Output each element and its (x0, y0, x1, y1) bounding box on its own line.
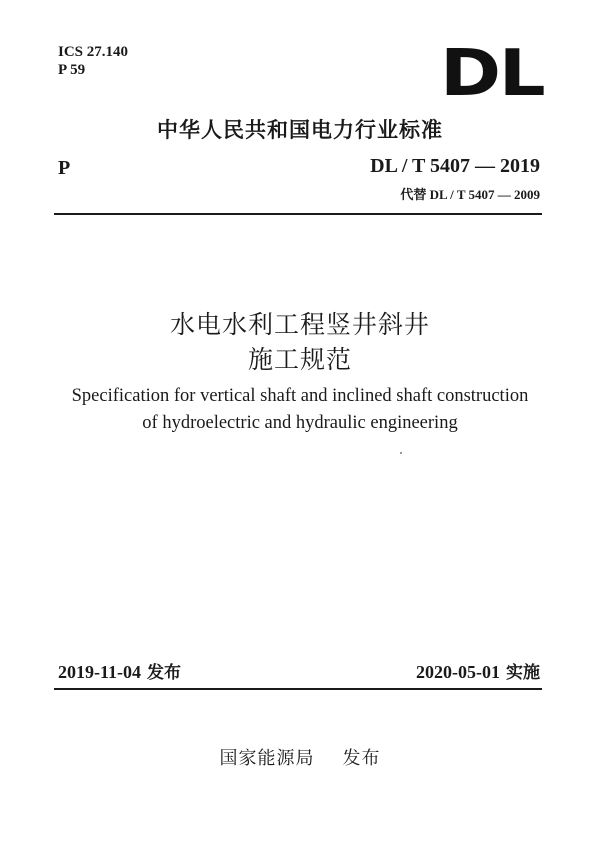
issue-label: 发布 (147, 663, 181, 683)
issue-date-block (58, 658, 181, 683)
issue-date: 2019-11-04 (58, 662, 141, 682)
class-letter: P (58, 157, 71, 179)
cn-title-line2: 施工规范 (247, 345, 352, 374)
top-divider (54, 213, 542, 215)
dl-logo: DL (440, 37, 544, 111)
publisher (0, 744, 600, 770)
en-title-line2: of hydroelectric and hydraulic engineering (142, 413, 458, 433)
effective-date: 2020-05-01 (416, 662, 500, 682)
category-code: P 59 (58, 62, 86, 78)
effective-date-block (416, 658, 540, 683)
bottom-divider (54, 688, 542, 690)
classification-block (58, 43, 128, 79)
en-title-line1: Specification for vertical shaft and inclined shaft construction (71, 386, 529, 406)
effective-label: 实施 (506, 663, 540, 683)
scan-speck (400, 452, 402, 454)
publisher-action: 发布 (342, 748, 381, 769)
ics-code: ICS 27.140 (58, 44, 129, 60)
replaces-note: 代替 DL / T 5407 — 2009 (400, 187, 540, 202)
standard-code: DL / T 5407 — 2019 (370, 155, 540, 177)
org-title: 中华人民共和国电力行业标准 (157, 118, 443, 142)
publisher-name: 国家能源局 (219, 748, 315, 769)
cn-title-line1: 水电水利工程竖井斜井 (169, 310, 430, 339)
